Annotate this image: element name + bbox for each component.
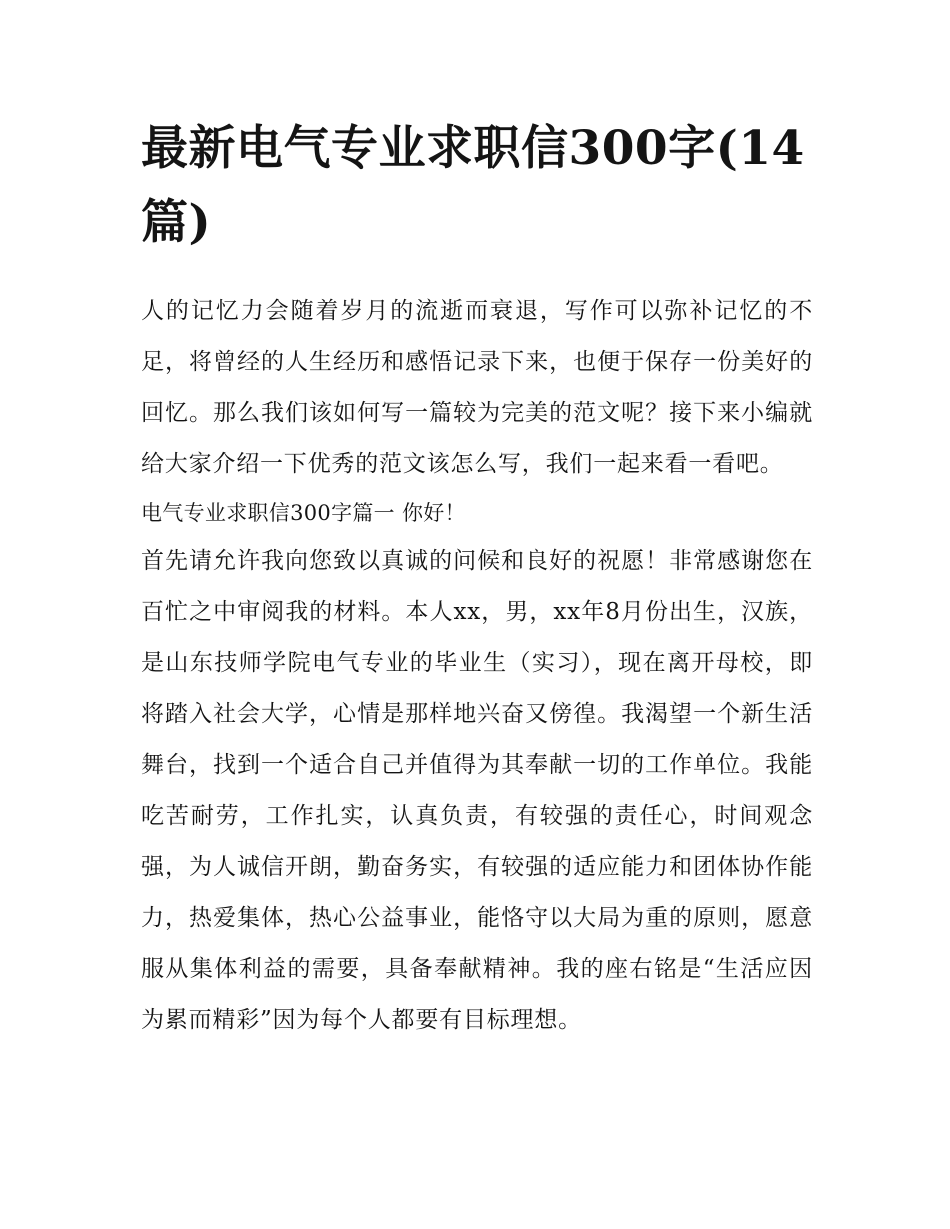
document-title: 最新电气专业求职信300字(14篇) bbox=[141, 121, 805, 250]
section-heading: 电气专业求职信300字篇一 你好！ bbox=[141, 501, 466, 525]
document-page bbox=[141, 112, 813, 1046]
document-body bbox=[141, 286, 813, 1046]
intro-paragraph: 人的记忆力会随着岁月的流逝而衰退，写作可以弥补记忆的不足，将曾经的人生经历和感悟记录下来，也便于保存一份美好的回忆。那么我们该如何写一篇较为完美的范文呢？接下来小编就给大家介绍一下优秀的范文该怎么写，我们一起来看一看吧。 bbox=[141, 298, 813, 477]
letter-body-paragraph: 首先请允许我向您致以真诚的问候和良好的祝愿！非常感谢您在百忙之中审阅我的材料。本人xx，男，xx年8月份出生，汉族，是山东技师学院电气专业的毕业生（实习），现在离开母校，即将踏入社会大学，心情是那样地兴奋又傍徨。我渴望一个新生活舞台，找到一个适合自己并值得为其奉献一切的工作单位。我能吃苦耐劳，工作扎实，认真负责，有较强的责任心，时间观念强，为人诚信开朗，勤奋务实，有较强的适应能力和团体协作能力，热爱集体，热心公益事业，能恪守以大局为重的原则，愿意服从集体利益的需要，具备奉献精神。我的座右铭是“生活应因为累而精彩”因为每个人都要有目标理想。 bbox=[141, 548, 813, 1033]
